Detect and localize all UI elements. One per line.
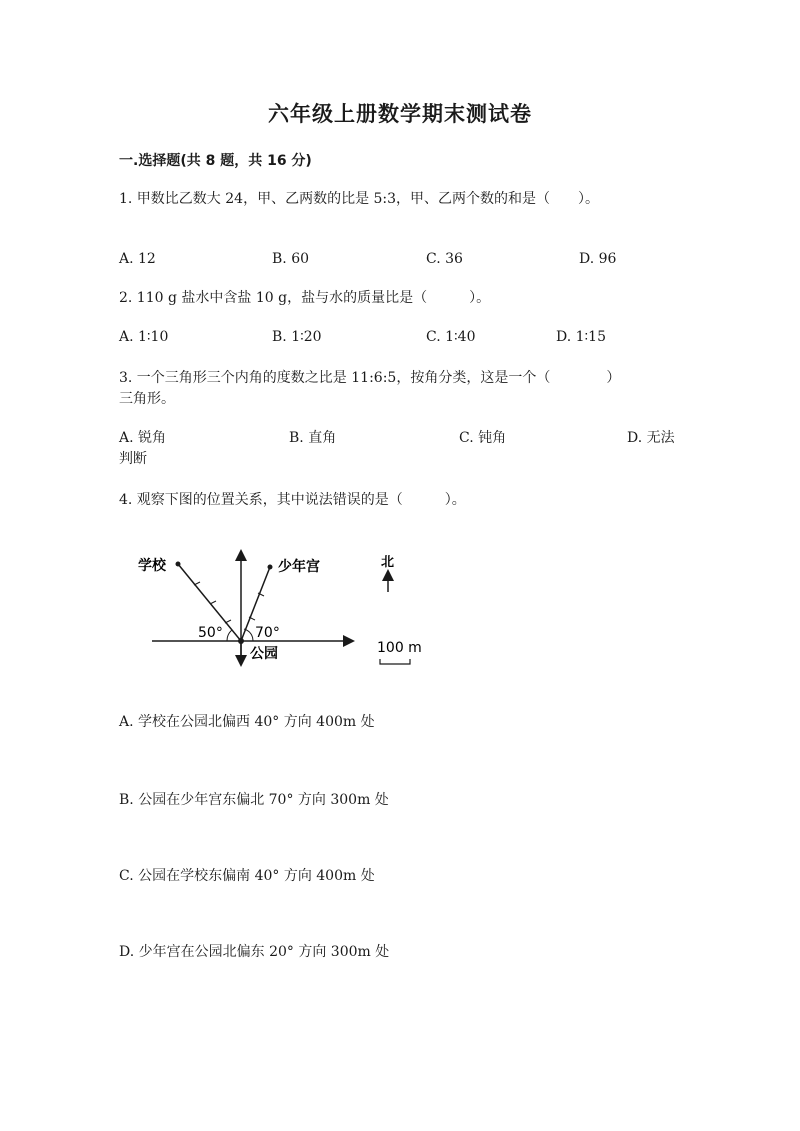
question-1-option-d[interactable]: D. 96 [579, 251, 617, 267]
question-3-option-c[interactable]: C. 钝角 [459, 430, 507, 446]
question-4-text: 4. 观察下图的位置关系，其中说法错误的是（ ）。 [119, 492, 466, 508]
question-3-option-b[interactable]: B. 直角 [289, 430, 337, 446]
page-title: 六年级上册数学期末测试卷 [268, 102, 532, 126]
question-4-option-a[interactable]: A. 学校在公园北偏西 40° 方向 400m 处 [119, 714, 375, 730]
school-label: 学校 [138, 558, 166, 574]
scale-label: 100 m [377, 640, 422, 656]
question-4-option-d[interactable]: D. 少年宫在公园北偏东 20° 方向 300m 处 [119, 944, 390, 960]
question-1-option-b[interactable]: B. 60 [272, 251, 310, 267]
question-4-option-c[interactable]: C. 公园在学校东偏南 40° 方向 400m 处 [119, 868, 375, 884]
question-2-text: 2. 110 g 盐水中含盐 10 g，盐与水的质量比是（ ）。 [119, 290, 491, 306]
youth-palace-label: 少年宫 [278, 559, 320, 575]
scale-bar [380, 659, 410, 664]
question-1-option-c[interactable]: C. 36 [426, 251, 463, 267]
question-1-option-a[interactable]: A. 12 [119, 251, 156, 267]
school-tick [210, 601, 216, 604]
question-1-text: 1. 甲数比乙数大 24，甲、乙两数的比是 5:3，甲、乙两个数的和是（ ）。 [119, 191, 600, 207]
angle-arc-left [227, 630, 232, 641]
angle-left-label: 50° [198, 625, 223, 641]
park-label: 公园 [250, 646, 278, 662]
question-2-option-b[interactable]: B. 1∶20 [272, 329, 322, 345]
question-4-option-b[interactable]: B. 公园在少年宫东偏北 70° 方向 300m 处 [119, 792, 389, 808]
park-point [238, 638, 244, 644]
question-2-option-d[interactable]: D. 1∶15 [556, 329, 606, 345]
question-3-option-d-wrap: 判断 [119, 451, 147, 467]
question-3-option-a[interactable]: A. 锐角 [119, 430, 167, 446]
question-3-text-line2: 三角形。 [119, 391, 175, 407]
question-3-option-d[interactable]: D. 无法 [627, 430, 675, 446]
question-3-text-line1: 3. 一个三角形三个内角的度数之比是 11:6:5，按角分类，这是一个（ ） [119, 370, 621, 386]
youth-palace-point [268, 565, 273, 570]
angle-right-label: 70° [255, 625, 280, 641]
school-point [176, 562, 181, 567]
north-label: 北 [381, 555, 395, 570]
question-2-option-a[interactable]: A. 1∶10 [119, 329, 169, 345]
question-2-option-c[interactable]: C. 1∶40 [426, 329, 476, 345]
position-diagram [130, 540, 440, 675]
section-heading: 一.选择题(共 8 题，共 16 分) [119, 153, 312, 169]
